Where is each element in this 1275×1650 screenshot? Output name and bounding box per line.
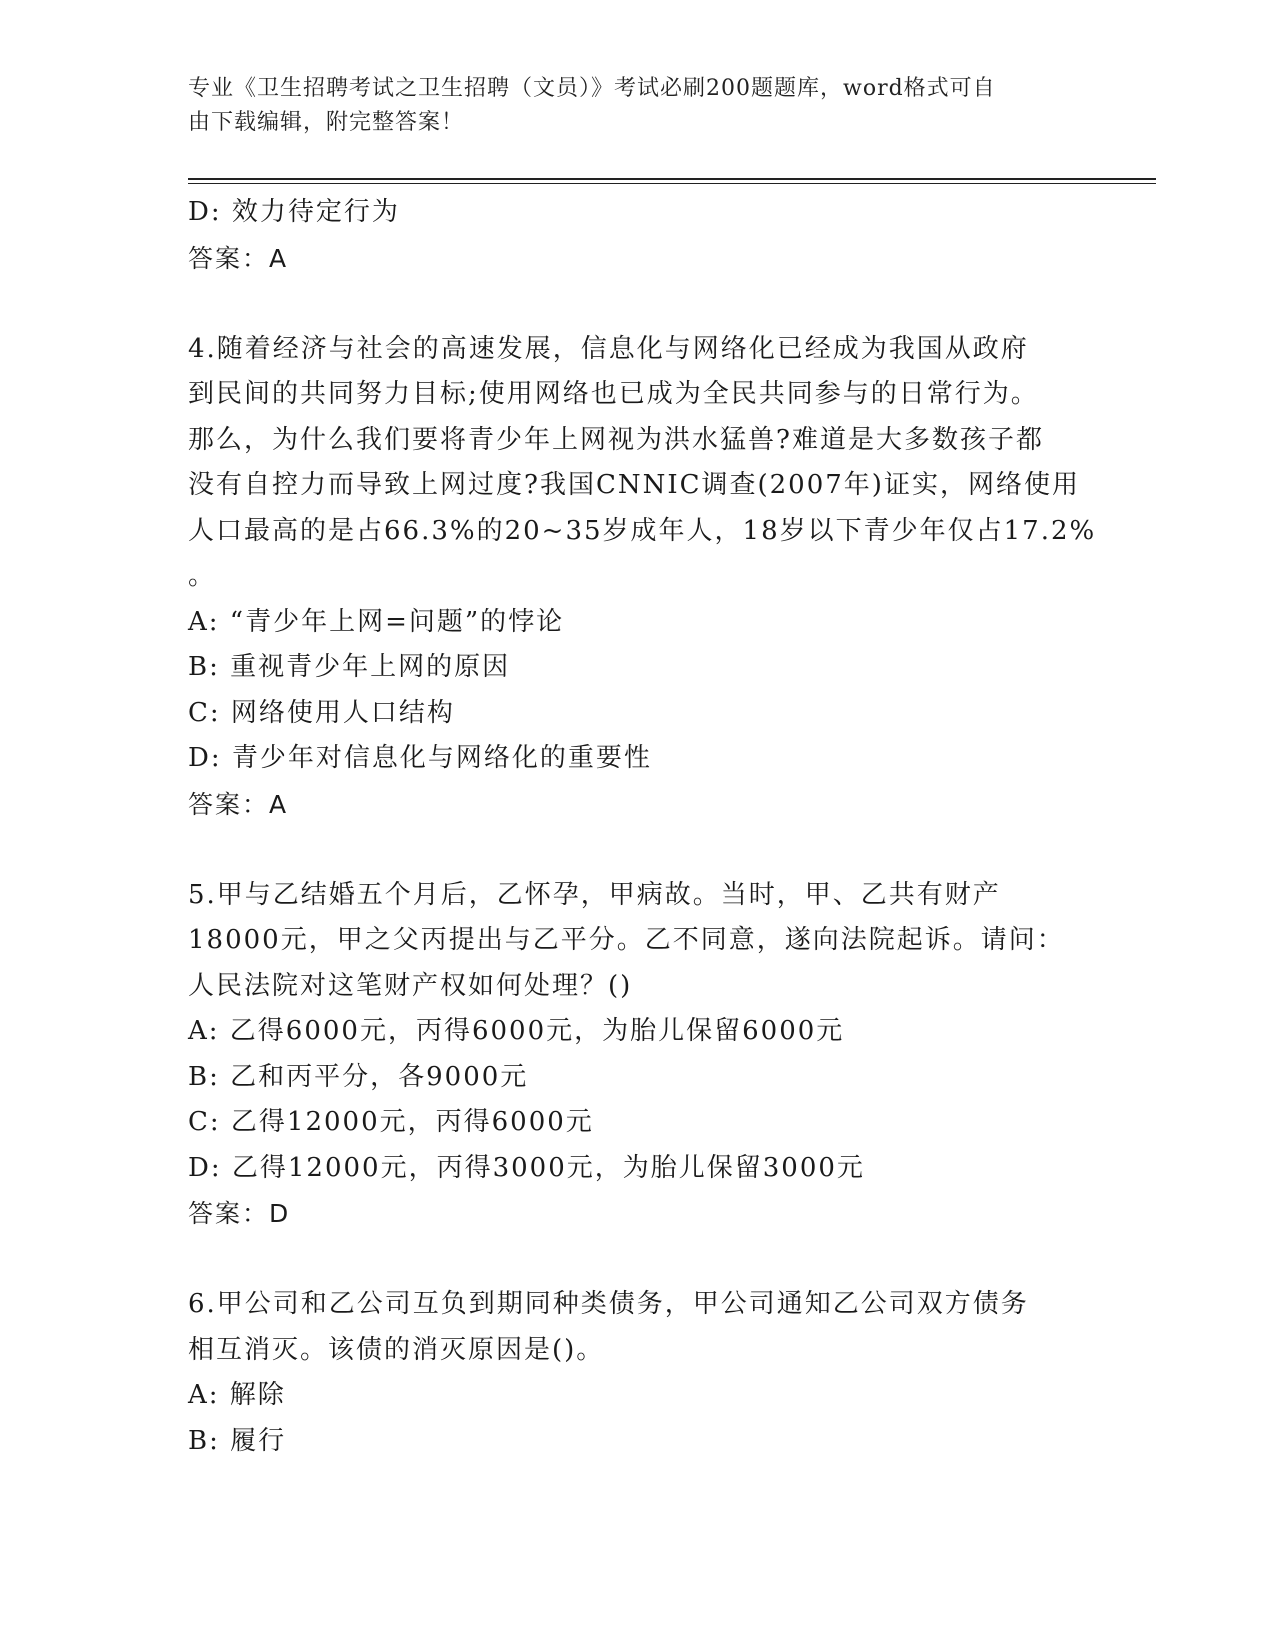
option-c: C: 乙得12000元，丙得6000元 <box>188 1107 594 1137</box>
option-b: B: 乙和丙平分，各9000元 <box>188 1061 529 1092</box>
option-a: A: 解除 <box>188 1380 286 1410</box>
answer-line: 答案：A <box>188 243 289 273</box>
question-text-line: 那么，为什么我们要将青少年上网视为洪水猛兽?难道是大多数孩子都 <box>188 424 1044 455</box>
answer-line: 答案：D <box>188 1199 291 1228</box>
option-a: A: “青少年上网=问题”的悖论 <box>188 606 565 637</box>
question-4 <box>188 327 1097 828</box>
header-line-1: 专业《卫生招聘考试之卫生招聘（文员）》考试必刷200题题库，word格式可自 <box>188 76 996 101</box>
option-b: B: 重视青少年上网的原因 <box>188 652 511 682</box>
option-d: D: 青少年对信息化与网络化的重要性 <box>188 743 652 773</box>
question-text-line: 18000元，甲之父丙提出与乙平分。乙不同意，遂向法院起诉。请问： <box>188 925 1065 955</box>
option-d: D: 乙得12000元，丙得3000元，为胎儿保留3000元 <box>188 1152 865 1183</box>
question-text-line: 5.甲与乙结婚五个月后，乙怀孕，甲病故。当时，甲、乙共有财产 <box>188 879 1001 910</box>
question-content <box>188 190 1097 1464</box>
spacer <box>188 827 1088 873</box>
question-text-line: 。 <box>188 561 217 591</box>
question-6 <box>188 1282 1088 1464</box>
answer-line: 答案：A <box>188 789 289 819</box>
header-divider-thick <box>188 178 1156 180</box>
question-text-line: 4.随着经济与社会的高速发展，信息化与网络化已经成为我国从政府 <box>188 333 1029 364</box>
question-5 <box>188 873 1088 1237</box>
option-b: B: 履行 <box>188 1425 287 1456</box>
header-divider-thin <box>188 183 1156 184</box>
spacer <box>188 1237 1088 1283</box>
question-text-line: 人民法院对这笔财产权如何处理？() <box>188 970 633 1001</box>
option-a: A: 乙得6000元，丙得6000元，为胎儿保留6000元 <box>188 1016 845 1046</box>
question-text-line: 6.甲公司和乙公司互负到期同种类债务，甲公司通知乙公司双方债务 <box>188 1289 1029 1319</box>
spacer <box>188 281 1088 327</box>
header-line-2: 由下载编辑，附完整答案！ <box>188 110 465 135</box>
question-text-line: 到民间的共同努力目标;使用网络也已成为全民共同参与的日常行为。 <box>188 379 1039 409</box>
question-text-line: 没有自控力而导致上网过度?我国CNNIC调查(2007年)证实，网络使用 <box>188 470 1080 500</box>
question-text-line: 人口最高的是占66.3%的20~35岁成年人，18岁以下青少年仅占17.2% <box>188 515 1097 546</box>
question-text-line: 相互消灭。该债的消灭原因是()。 <box>188 1334 605 1365</box>
option-d: D: 效力待定行为 <box>188 197 400 227</box>
page-header <box>188 72 1068 140</box>
option-c: C: 网络使用人口结构 <box>188 697 455 728</box>
